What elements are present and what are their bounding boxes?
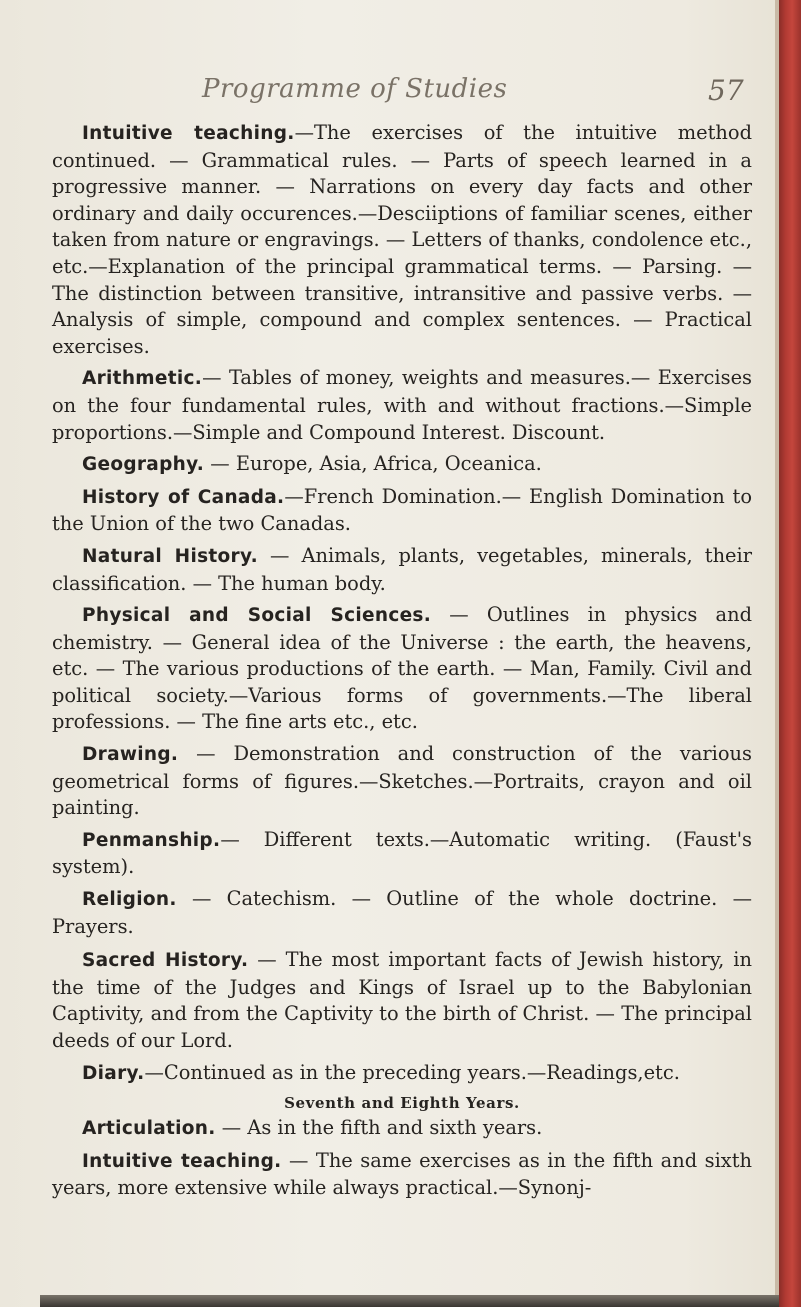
paragraph-text: — The most important facts of Jewish history, in the time of the Judges and Kings of Israel up to the Babylonian Captivity, and from the Captivity to the birth of Christ. — The principal deeds of our Lord. — [52, 948, 753, 1052]
paragraph-text: — The same exercises as in the fifth and sixth years, more extensive while always practical.—Synonj- — [52, 1148, 752, 1200]
page-body — [52, 120, 752, 1202]
paragraph-heading: Arithmetic — [82, 368, 195, 390]
paragraph-text: — Catechism. — Outline of the whole doctrine. — Prayers. — [52, 887, 752, 938]
paragraph-heading: Sacred History — [82, 950, 242, 972]
paragraph-heading: Religion — [82, 889, 170, 911]
paragraph-text: — Outlines in physics and chemistry. — General idea of the Universe : the earth, the heavens, etc. — The various productions of the earth. — Man, Family. Civil and political society.—Various forms of governments.—The liberal professions. — The fine arts etc., etc. — [52, 603, 752, 734]
paragraph-arithmetic: Arithmetic.— Tables of money, weights and measures.— Exercises on the four fundamental rules, with and without fractions.—Simple proportions.—Simple and Compound Interest. Discount. — [52, 366, 752, 444]
paragraph-heading: History of Canada — [82, 486, 278, 508]
paragraph-text: — Europe, Asia, Africa, Oceanica. — [204, 452, 542, 476]
running-head: Programme of Studies — [202, 74, 508, 104]
paragraph-text: — Demonstration and construction of the various geometrical forms of figures.—Sketches.—Portraits, crayon and oil painting. — [52, 742, 752, 820]
paragraph-religion: Religion. — Catechism. — Outline of the whole doctrine. — Prayers. — [52, 887, 752, 938]
paragraph-articulation: Articulation. — As in the fifth and sixth years. — [82, 1116, 543, 1140]
paragraph-text: — Tables of money, weights and measures.— Exercises on the four fundamental rules, with and without fractions.—Simple proportions.—Simple and Compound Interest. Discount. — [52, 366, 752, 444]
paragraph-heading: Diary — [82, 1062, 138, 1084]
paragraph-text: —French Domination.— English Domination to the Union of the two Canadas. — [52, 484, 752, 536]
paragraph-text: —Continued as in the preceding years.—Readings,etc. — [144, 1060, 680, 1084]
paragraph-intuitive-teaching: Intuitive teaching.—The exercises of the intuitive method continued. — Grammatical rules. — Parts of speech learned in a progressive manner. — Narrations on every day facts and other ordinary and daily occurences.—Desciiptions of familiar scenes, either taken from nature or engravings. — Letters of thanks, condolence etc., etc.—Explanation of the principal grammatical terms. — Parsing. — The distinction between transitive, intransitive and passive verbs. — Analysis of simple, compound and complex sentences. — Practical exercises. — [52, 121, 752, 358]
paragraph-drawing: Drawing. — Demonstration and construction of the various geometrical forms of figures.—Sketches.—Portraits, crayon and oil painting. — [52, 742, 752, 820]
binding-edge — [779, 0, 801, 1307]
page-number: 57 — [708, 74, 744, 107]
paragraph-text: — As in the fifth and sixth years. — [215, 1116, 543, 1140]
paragraph-penmanship: Penmanship.— Different texts.—Automatic writing. (Faust's system). — [52, 827, 752, 879]
section-heading-seventh-eighth-years: Seventh and Eighth Years. — [284, 1094, 520, 1113]
paragraph-heading: Drawing — [82, 744, 171, 766]
paragraph-sacred-history: Sacred History. — The most important facts of Jewish history, in the time of the Judges and Kings of Israel up to the Babylonian Captivity, and from the Captivity to the birth of Christ. — The principal deeds of our Lord. — [52, 948, 753, 1052]
paragraph-text: — Animals, plants, vegetables, minerals, their classification. — The human body. — [52, 543, 752, 595]
paragraph-geography: Geography. — Europe, Asia, Africa, Oceanica. — [82, 452, 542, 476]
paragraph-heading: Articulation — [82, 1118, 209, 1140]
paragraph-heading: Geography — [82, 454, 197, 476]
paragraph-heading: Intuitive teaching — [82, 1150, 275, 1172]
paragraph-heading: Physical and Social Sciences — [82, 605, 424, 627]
paragraph-diary: Diary.—Continued as in the preceding years.—Readings,etc. — [82, 1060, 680, 1084]
paragraph-physical-social-sciences: Physical and Social Sciences. — Outlines in physics and chemistry. — General idea of the Universe : the earth, the heavens, etc. — The various productions of the earth. — Man, Family. Civil and political society.—Various forms of governments.—The liberal professions. — The fine arts etc., etc. — [52, 603, 752, 734]
paragraph-heading: Intuitive teaching — [82, 123, 288, 144]
paragraph-intuitive-teaching-2: Intuitive teaching. — The same exercises as in the fifth and sixth years, more extensive while always practical.—Synonj- — [52, 1148, 752, 1200]
paragraph-heading: Natural History — [82, 545, 251, 567]
page-bottom-shadow — [40, 1295, 779, 1307]
paragraph-history-of-canada: History of Canada.—French Domination.— English Domination to the Union of the two Canadas. — [52, 484, 752, 536]
paragraph-heading: Penmanship — [82, 829, 213, 851]
paragraph-text: — Different texts.—Automatic writing. (Faust's system). — [52, 827, 752, 879]
paragraph-natural-history: Natural History. — Animals, plants, vegetables, minerals, their classification. — The human body. — [52, 543, 752, 595]
paragraph-text: —The exercises of the intuitive method continued. — Grammatical rules. — Parts of speech learned in a progressive manner. — Narrations on every day facts and other ordinary and daily occurences.—Desciiptions of familiar scenes, either taken from nature or engravings. — Letters of thanks, condolence etc., etc.—Explanation of the principal grammatical terms. — Parsing. — The distinction between transitive, intransitive and passive verbs. — Analysis of simple, compound and complex sentences. — Practical exercises. — [52, 121, 752, 358]
